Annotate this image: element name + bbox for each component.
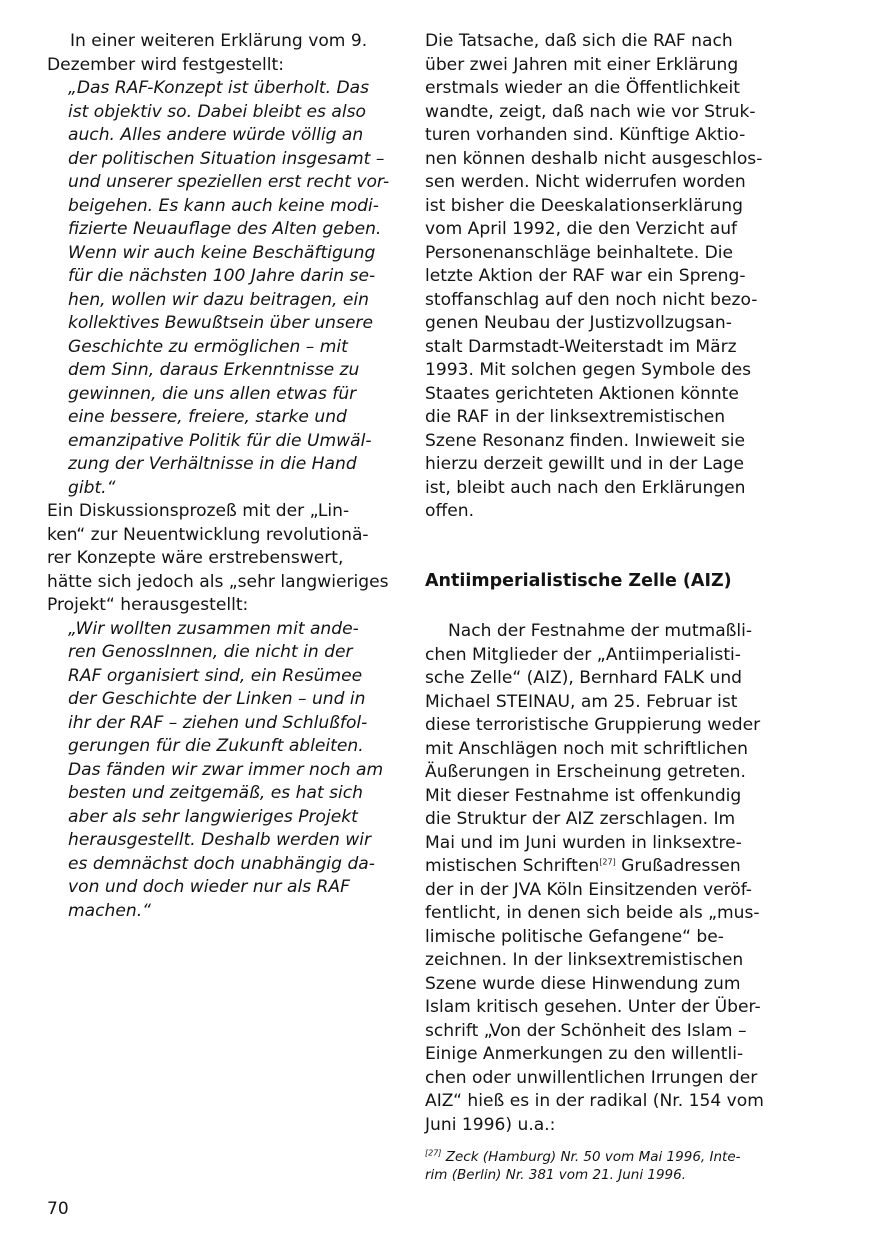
- text-line: sen werden. Nicht widerrufen worden: [425, 172, 746, 192]
- quote-line: zung der Verhältnisse in die Hand: [68, 454, 357, 474]
- text-line: Ein Diskussionsprozeß mit der „Lin-: [47, 501, 350, 521]
- text-line: 1993. Mit solchen gegen Symbole des: [425, 360, 752, 380]
- footnote-reference: [27]: [599, 857, 616, 867]
- text-line: Projekt“ herausgestellt:: [47, 595, 249, 615]
- text-line: fentlicht, in denen sich beide als „mus-: [425, 903, 760, 923]
- text-line: die RAF in der linksextremistischen: [425, 407, 726, 427]
- left-column: [47, 30, 395, 923]
- footnote-text: Zeck (Hamburg) Nr. 50 vom Mai 1996, Inte-: [441, 1149, 741, 1165]
- text-line: Mai und im Juni wurden in linksextre-: [425, 832, 742, 853]
- quote-line: „Wir wollten zusammen mit ande-: [68, 618, 359, 639]
- quote-line: und unserer speziellen erst recht vor-: [68, 172, 390, 192]
- quote-line: aber als sehr langwieriges Projekt: [68, 806, 358, 827]
- text-line-with-reference: [425, 855, 764, 879]
- text-line: Szene wurde diese Hinwendung zum: [425, 973, 741, 994]
- text-line: ken“ zur Neuentwicklung revolutionä-: [47, 524, 369, 545]
- quote-line: RAF organisiert sind, ein Resümee: [68, 665, 363, 686]
- quote-line: ren GenossInnen, die nicht in der: [68, 642, 353, 662]
- text-line: mit Anschlägen noch mit schriftlichen: [425, 738, 748, 759]
- quote-line: emanzipative Politik für die Umwäl-: [68, 430, 372, 451]
- text-line: Personenanschläge beinhaltete. Die: [425, 242, 734, 263]
- quote-line: gibt.“: [68, 477, 116, 498]
- text-line: Islam kritisch gesehen. Unter der Über-: [425, 997, 761, 1017]
- text-line: hierzu derzeit gewillt und in der Lage: [425, 454, 745, 474]
- text-line: sche Zelle“ (AIZ), Bernhard FALK und: [425, 668, 743, 688]
- text-line: Staates gerichteten Aktionen könnte: [425, 383, 739, 404]
- quote-line: beigehen. Es kann auch keine modi-: [68, 195, 379, 216]
- quote-line: herausgestellt. Deshalb werden wir: [68, 830, 371, 850]
- raf-structure-paragraph: [425, 30, 775, 524]
- text-line: vom April 1992, die den Verzicht auf: [425, 219, 738, 239]
- text-line: AIZ“ hieß es in der radikal (Nr. 154 vom: [425, 1091, 764, 1111]
- text-line: ist bisher die Deeskalationserklärung: [425, 195, 743, 216]
- text-line: zeichnen. In der linksextremistischen: [425, 950, 744, 970]
- section-heading: Antiimperialistische Zelle (AIZ): [425, 571, 732, 591]
- text-line: die Struktur der AIZ zerschlagen. Im: [425, 809, 736, 829]
- text-line: rer Konzepte wäre erstrebenswert,: [47, 548, 344, 568]
- text-line: turen vorhanden sind. Künftige Aktio-: [425, 125, 746, 145]
- text-line: Szene Resonanz finden. Inwieweit sie: [425, 430, 746, 451]
- text-line: letzte Aktion der RAF war ein Spreng-: [425, 266, 746, 286]
- quote-line: dem Sinn, daraus Erkenntnisse zu: [68, 360, 360, 380]
- text-line: über zwei Jahren mit einer Erklärung: [425, 54, 739, 75]
- aiz-paragraph: [425, 620, 764, 1137]
- quote-line: ist objektiv so. Dabei bleibt es also: [68, 101, 366, 122]
- quote-line: ihr der RAF – ziehen und Schlußfol-: [68, 712, 368, 733]
- text-line: stalt Darmstadt-Weiterstadt im März: [425, 336, 737, 357]
- quote-line: der Geschichte der Linken – und in: [68, 689, 366, 709]
- quote-line: Wenn wir auch keine Beschäftigung: [68, 242, 376, 263]
- quote-line: eine bessere, freiere, starke und: [68, 407, 347, 427]
- text-line: Dezember wird festgestellt:: [47, 54, 284, 75]
- text-segment: mistischen Schriften: [425, 856, 600, 876]
- quote-line: von und doch wieder nur als RAF: [68, 877, 350, 897]
- text-line: erstmals wieder an die Öffentlichkeit: [425, 78, 741, 98]
- text-line: Einige Anmerkungen zu den willentli-: [425, 1044, 744, 1064]
- text-line: nen können deshalb nicht ausgeschlos-: [425, 148, 763, 169]
- quote-line: kollektives Bewußtsein über unsere: [68, 313, 373, 333]
- quote-line: gewinnen, die uns allen etwas für: [68, 383, 357, 404]
- text-line: Mit dieser Festnahme ist offenkundig: [425, 785, 742, 806]
- footnote-line: [425, 1149, 741, 1167]
- quote-line: für die nächsten 100 Jahre darin se-: [68, 266, 376, 286]
- text-line: chen Mitglieder der „Antiimperialisti-: [425, 644, 741, 665]
- text-line: hätte sich jedoch als „sehr langwieriges: [47, 571, 389, 592]
- quote-line: fizierte Neuauflage des Alten geben.: [68, 219, 382, 239]
- text-line: wandte, zeigt, daß nach wie vor Struk-: [425, 101, 756, 122]
- text-segment: Grußadressen: [615, 856, 741, 876]
- footnote: [425, 1149, 741, 1184]
- quote-line: besten und zeitgemäß, es hat sich: [68, 783, 363, 803]
- text-line: chen oder unwillentlichen Irrungen der: [425, 1067, 758, 1088]
- quote-line: hen, wollen wir dazu beitragen, ein: [68, 289, 370, 310]
- text-line: offen.: [425, 501, 475, 521]
- quote-line: Geschichte zu ermöglichen – mit: [68, 336, 348, 357]
- quote-line: gerungen für die Zukunft ableiten.: [68, 736, 364, 756]
- quote-line: es demnächst doch unabhängig da-: [68, 853, 375, 874]
- text-line: stoffanschlag auf den noch nicht bezo-: [425, 289, 758, 310]
- page-number: 70: [47, 1199, 69, 1219]
- text-line: Äußerungen in Erscheinung getreten.: [425, 762, 746, 782]
- text-line: genen Neubau der Justizvollzugsan-: [425, 313, 732, 333]
- text-line: limische politische Gefangene“ be-: [425, 926, 724, 947]
- footnote-mark: [27]: [425, 1148, 442, 1158]
- text-line: Die Tatsache, daß sich die RAF nach: [425, 31, 733, 51]
- text-line: In einer weiteren Erklärung vom 9.: [70, 31, 368, 51]
- text-line: Michael STEINAU, am 25. Februar ist: [425, 691, 738, 712]
- quote-line: auch. Alles andere würde völlig an: [68, 125, 364, 145]
- text-line: ist, bleibt auch nach den Erklärungen: [425, 477, 746, 498]
- quote-raf-concept: [47, 77, 395, 500]
- text-line: schrift „Von der Schönheit des Islam –: [425, 1020, 747, 1041]
- text-line: Juni 1996) u.a.:: [425, 1114, 556, 1135]
- quote-genossinnen: [47, 618, 395, 924]
- quote-line: der politischen Situation insgesamt –: [68, 148, 385, 169]
- quote-line: Das fänden wir zwar immer noch am: [68, 759, 384, 780]
- discussion-paragraph: [47, 500, 395, 618]
- footnote-line: rim (Berlin) Nr. 381 vom 21. Juni 1996.: [425, 1166, 687, 1183]
- quote-line: „Das RAF-Konzept ist überholt. Das: [68, 78, 370, 98]
- text-line: diese terroristische Gruppierung weder: [425, 715, 761, 735]
- right-column: [425, 30, 775, 524]
- text-line: Nach der Festnahme der mutmaßli-: [448, 621, 753, 641]
- quote-line: machen.“: [68, 900, 151, 921]
- text-line: der in der JVA Köln Einsitzenden veröf-: [425, 879, 752, 900]
- intro-paragraph: [47, 30, 395, 77]
